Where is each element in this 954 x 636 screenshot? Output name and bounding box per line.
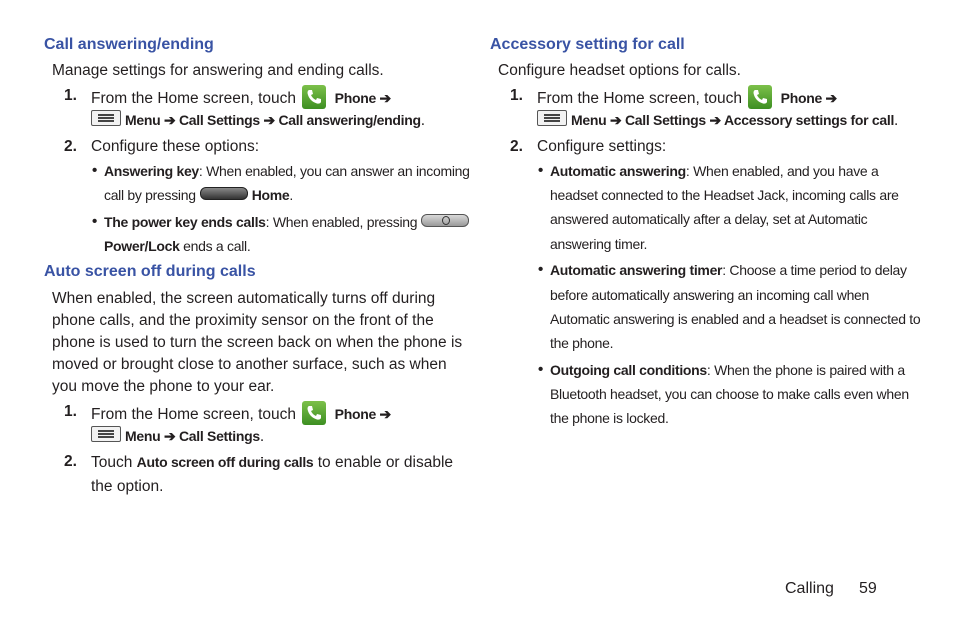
section-title-call-answering: Call answering/ending: [44, 36, 214, 53]
bullet: •: [92, 162, 98, 179]
phone-label: Phone ➔: [334, 90, 391, 106]
step-number: 2.: [64, 138, 77, 155]
step-text-pre: Touch: [91, 454, 137, 471]
step-text: [91, 85, 391, 110]
bullet-text-line: Automatic answering is enabled and a headset is connected to: [550, 311, 921, 327]
bullet-term: Automatic answering: [550, 163, 686, 179]
phone-app-icon: [302, 401, 326, 425]
step-text: [91, 401, 391, 426]
step-menu-path: [91, 425, 264, 448]
step-text: [91, 451, 453, 474]
bullet-text: : When enabled, you can answer an incoming: [198, 163, 470, 179]
page-number: 59: [859, 580, 877, 597]
menu-path-label: Menu ➔ Call Settings ➔ Call answering/ending: [125, 112, 421, 128]
bullet-term: Answering key: [104, 163, 199, 179]
step-number: 2.: [510, 138, 523, 155]
step-number: 1.: [510, 87, 523, 104]
bullet: •: [92, 213, 98, 230]
paragraph-line: When enabled, the screen automatically turns off during: [52, 290, 436, 307]
menu-path-label: Menu ➔ Call Settings: [125, 428, 260, 444]
step-number: 1.: [64, 87, 77, 104]
paragraph-line: phone is used to turn the screen back on when the phone is: [52, 334, 463, 351]
menu-path-label: Menu ➔ Call Settings ➔ Accessory settings for call: [571, 112, 895, 128]
setting-name: Auto screen off during calls: [136, 454, 314, 470]
bullet-text-line: before automatically answering an incoming call when: [550, 287, 870, 303]
step-text-label: From the Home screen, touch: [91, 406, 297, 423]
step-number: 1.: [64, 403, 77, 420]
bullet-text: : When enabled, and you have a: [685, 163, 879, 179]
bullet-text: : When the phone is paired with a: [706, 362, 905, 378]
menu-key-icon: [91, 426, 121, 442]
step-text-label: From the Home screen, touch: [91, 90, 297, 107]
step-text-line2: the option.: [91, 478, 164, 495]
bullet: •: [538, 162, 544, 179]
bullet: •: [538, 361, 544, 378]
step-text: Configure settings:: [537, 138, 667, 155]
bullet: •: [538, 261, 544, 278]
period: .: [894, 112, 899, 129]
menu-key-icon: [537, 110, 567, 126]
home-key-icon: [200, 187, 248, 200]
step-text: Configure these options:: [91, 138, 260, 155]
bullet-text: ends a call.: [179, 238, 251, 254]
bullet-text: call by pressing: [104, 187, 196, 203]
bullet-text-line: headset connected to the Headset Jack, incoming calls are: [550, 187, 899, 203]
step-menu-path: [537, 109, 898, 132]
power-lock-label: Power/Lock: [104, 238, 180, 254]
bullet-text: : When enabled, pressing: [265, 214, 418, 230]
bullet-answering-key: [104, 159, 470, 184]
period: .: [420, 112, 426, 129]
paragraph-line: phone calls, and the proximity sensor on the front of the: [52, 312, 434, 329]
paragraph-line: you move the phone to your ear.: [52, 378, 275, 395]
period: .: [259, 428, 265, 445]
period: .: [289, 187, 293, 203]
bullet-text-line: the phone.: [550, 335, 614, 351]
bullet-automatic-answering: [550, 159, 878, 184]
section-title-accessory-setting: Accessory setting for call: [490, 36, 685, 53]
bullet-term: Automatic answering timer: [550, 262, 723, 278]
menu-key-icon: [91, 110, 121, 126]
bullet-term: Outgoing call conditions: [550, 362, 707, 378]
bullet-power-key: [104, 210, 471, 235]
paragraph-line: moved or brought close to another surface, such as when: [52, 356, 447, 373]
bullet-text-line: answering timer.: [550, 236, 648, 252]
bullet-text-line: Bluetooth headset, you can choose to make calls even when: [550, 386, 909, 402]
step-text: [537, 85, 837, 110]
footer-section-name: Calling: [785, 580, 834, 597]
phone-label: Phone ➔: [780, 90, 837, 106]
home-label: Home: [251, 187, 290, 203]
bullet-automatic-answering-timer: [550, 258, 907, 283]
bullet-outgoing-call-conditions: [550, 358, 905, 383]
bullet-power-key-line2: [104, 234, 250, 259]
step-menu-path: [91, 109, 425, 132]
bullet-text-line: the phone is locked.: [550, 410, 669, 426]
step-text-post: to enable or disable: [313, 454, 454, 471]
step-number: 2.: [64, 453, 77, 470]
bullet-text-line: answered automatically after a delay, set at Automatic: [550, 211, 868, 227]
bullet-answering-key-line2: [104, 183, 293, 208]
power-key-icon: [421, 214, 469, 227]
phone-label: Phone ➔: [334, 406, 391, 422]
section-intro: Configure headset options for calls.: [498, 62, 741, 79]
section-title-auto-screen-off: Auto screen off during calls: [44, 263, 256, 280]
bullet-term: The power key ends calls: [104, 214, 266, 230]
phone-app-icon: [748, 85, 772, 109]
step-text-label: From the Home screen, touch: [537, 90, 743, 107]
section-intro: Manage settings for answering and ending calls.: [52, 62, 384, 79]
phone-app-icon: [302, 85, 326, 109]
bullet-text: : Choose a time period to delay: [722, 262, 907, 278]
